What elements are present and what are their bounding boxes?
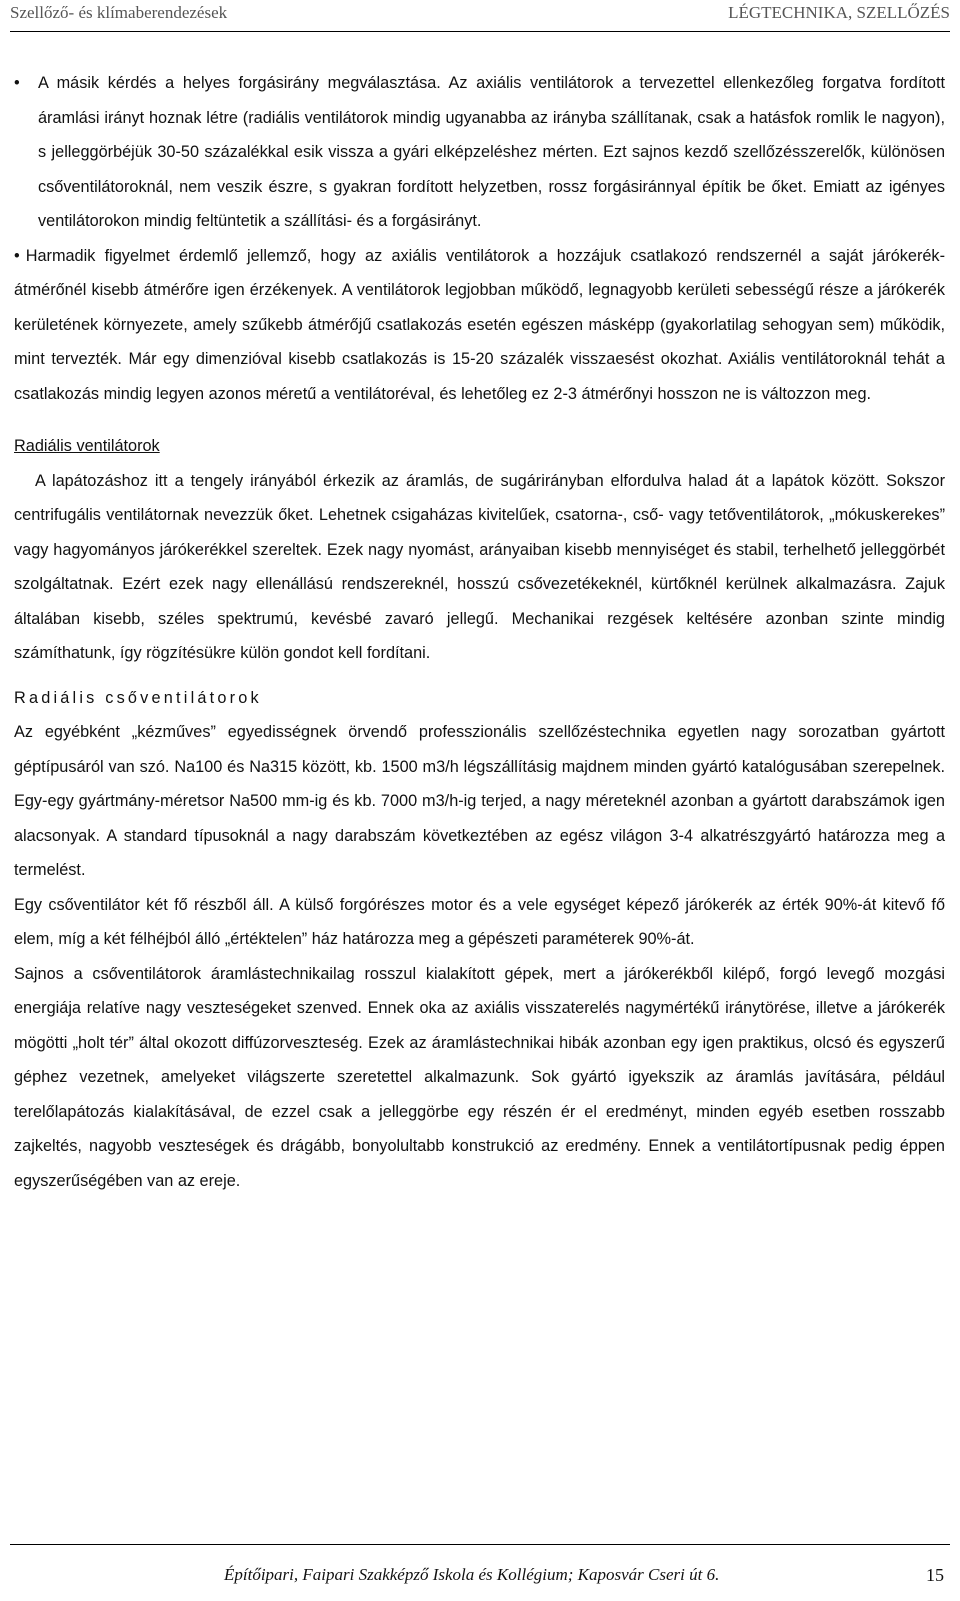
bullet-paragraph-rotation <box>14 66 945 239</box>
paragraph-radial: A lapátozáshoz itt a tengely irányából érkezik az áramlás, de sugárirányban elfordulva halad át a lapátok között. Sokszor centrifugális ventilátornak nevezzük őket. Lehetnek csigaházas kivitelűek, csatorna-, cső- vagy tetőventilátorok, „mókuskerekes” vagy hagyományos járókerékkel szereltek. Ezek nagy nyomást, arányaiban kisebb mennyiséget és stabil, terhelhető jelleggörbét szolgáltatnak. Ezért ezek nagy ellenállású rendszereknél, hosszú csővezetékeknél, kürtőknél kerülnek alkalmazásra. Zajuk általában kisebb, széles spektrumú, kevésbé zavaró jellegű. Mechanikai rezgések keltésére azonban szinte mindig számíthatunk, így rögzítésükre külön gondot kell fordítani. <box>14 471 945 662</box>
bullet-text: A másik kérdés a helyes forgásirány megválasztása. Az axiális ventilátorok a tervezettel ellenkezőleg forgatva fordított áramlási irányt hoznak létre (radiális ventilátorok mindig ugyanabba az irányba szállítanak, csak a hatásfok romlik le nagyon), s jelleggörbéjük 30-50 százalékkal esik vissza a gyári elképzeléshez mérten. Ezt sajnos kezdő szellőzésszerelők, különösen csőventilátoroknál, nem veszik észre, s gyakran fordított helyzetben, rossz forgásiránnyal építik be őket. Emiatt az igényes ventilátorokon mindig feltüntetik a szállítási- és a forgásirányt. <box>38 74 945 230</box>
page-header <box>10 0 950 32</box>
document-body <box>14 66 945 1198</box>
page-footer <box>10 1544 950 1595</box>
bullet-icon: • <box>14 74 20 92</box>
page-number: 15 <box>926 1565 944 1585</box>
paragraph-tube-3: Sajnos a csőventilátorok áramlástechnikailag rosszul kialakított gépek, mert a járókerékből kilépő, forgó levegő mozgási energiája relatíve nagy veszteségeket szenved. Ennek oka az axiális visszaterelés nagymértékű iránytörése, illetve a járókerék mögötti „holt tér” által okozott diffúzorveszteség. Ezek az áramlástechnikai hibák azonban egy igen praktikus, olcsó és egyszerű géphez vezetnek, amelyeket világszerte szeretettel alkalmazunk. Sok gyártó igyekszik az áramlás javítására, például terelőlapátozás kialakításával, de ezzel csak a jelleggörbe egy részén ér el eredményt, minden egyéb esetben rosszabb zajkeltés, nagyobb veszteségek és drágább, bonyolultabb konstrukció az eredmény. Ennek a ventilátortípusnak pedig éppen egyszerűségében van az ereje. <box>14 964 945 1190</box>
paragraph-tube-2: Egy csőventilátor két fő részből áll. A külső forgórészes motor és a vele egységet képező járókerék az érték 90%-át kitevő fő elem, míg a két félhéjból álló „értéktelen” ház határozza meg a gépészeti paraméterek 90%-át. <box>14 895 945 948</box>
bullet-paragraph-diameter <box>14 239 945 412</box>
section-heading-radial: Radiális ventilátorok <box>14 437 160 455</box>
footer-institution: Építőipari, Faipari Szakképző Iskola és Kollégium; Kaposvár Cseri út 6. <box>224 1565 720 1584</box>
bullet-text: Harmadik figyelmet érdemlő jellemző, hogy az axiális ventilátorok a hozzájuk csatlakozó rendszernél a saját járókerék-átmérőnél kisebb átmérőre igen érzékenyek. A ventilátorok legjobban működő, legnagyobb kerületi sebességű része a járókerék kerületének környezete, amely szűkebb átmérőjű csatlakozás esetén egészen másképp (gyakorlatilag sehogyan sem) működik, mint tervezték. Már egy dimenzióval kisebb csatlakozás is 15-20 százalék visszaesést okozhat. Axiális ventilátoroknál tehát a csatlakozás mindig legyen azonos méretű a ventilátoréval, és lehetőleg ez 2-3 átmérőnyi hosszon ne is változzon meg. <box>14 246 945 403</box>
paragraph-tube-1: Az egyébként „kézműves” egyedisségnek örvendő professzionális szellőzéstechnika egyetlen nagy sorozatban gyártott géptípusáról van szó. Na100 és Na315 között, kb. 1500 m3/h légszállításig majdnem minden gyártó katalógusában szerepelnek. Egy-egy gyártmány-méretsor Na500 mm-ig és kb. 7000 m3/h-ig terjed, a nagy méreteknél azonban a gyártott darabszámok igen alacsonyak. A standard típusoknál a nagy darabszám következtében az egész világon 3-4 alkatrészgyártó határozza meg a termelést. <box>14 723 945 879</box>
header-right-title: LÉGTECHNIKA, SZELLŐZÉS <box>728 3 950 22</box>
header-left-title: Szellőző- és klímaberendezések <box>10 3 228 22</box>
section-heading-tube-fans: Radiális csőventilátorok <box>14 688 262 707</box>
bullet-icon: • <box>14 246 20 265</box>
